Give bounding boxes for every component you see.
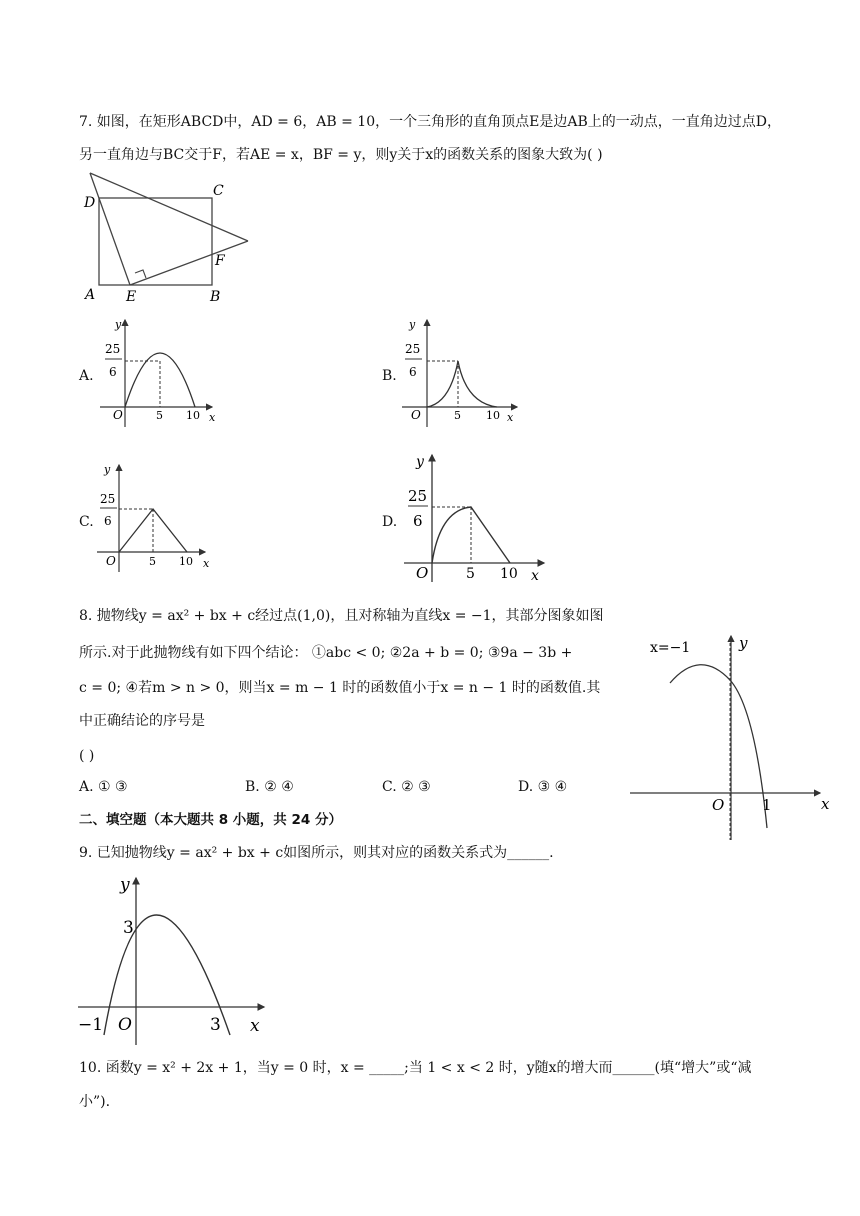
- q7-option-c-graph: [97, 460, 222, 575]
- x-tick-10: 10: [179, 555, 193, 568]
- q8-text-line5: ( ): [79, 748, 95, 764]
- axis-of-symmetry-label: x=−1: [650, 640, 691, 656]
- q9-parabola-graph: [78, 870, 268, 1045]
- q9-text: 9. 已知抛物线y = ax² + bx + c如图所示，则其对应的函数关系式为______.: [79, 845, 554, 861]
- xaxis-label: x: [209, 411, 216, 424]
- q7-option-d-label[interactable]: D.: [382, 514, 398, 530]
- q8-choice-a[interactable]: A. ① ③: [79, 779, 128, 795]
- yaxis-label: y: [409, 318, 416, 331]
- q10-text-line2: 小”).: [79, 1094, 111, 1110]
- section-fill-in-heading: 二、填空题（本大题共 8 小题，共 24 分）: [79, 812, 342, 828]
- origin-label: O: [106, 554, 116, 568]
- xaxis-label: x: [507, 411, 514, 424]
- yaxis-label: y: [115, 318, 122, 331]
- q10-text-line1: 10. 函数y = x² + 2x + 1，当y = 0 时，x = _____;当 1 < x < 2 时，y随x的增大而______(填“增大”或“减: [79, 1060, 752, 1076]
- yaxis-label: y: [120, 875, 130, 895]
- xaxis-label: x: [531, 568, 539, 584]
- y-tick-3: 3: [123, 918, 134, 938]
- q7-option-d-graph: [404, 450, 554, 585]
- label-b: B: [210, 289, 221, 305]
- label-d: D: [84, 195, 96, 211]
- x-tick-5: 5: [149, 555, 156, 568]
- y-numerator: 25: [100, 492, 116, 506]
- q8-choice-b[interactable]: B. ② ④: [245, 779, 294, 795]
- origin-label: O: [113, 408, 123, 422]
- y-numerator: 25: [105, 342, 121, 356]
- y-denominator: 6: [109, 365, 117, 379]
- y-numerator: 25: [408, 487, 428, 505]
- label-f: F: [215, 253, 225, 269]
- x-tick-minus1: −1: [78, 1015, 104, 1035]
- yaxis-label: y: [739, 634, 748, 652]
- q7-option-c-label[interactable]: C.: [79, 514, 94, 530]
- origin-label: O: [411, 408, 421, 422]
- label-e: E: [126, 289, 137, 305]
- x-tick-10: 10: [486, 409, 500, 422]
- x-tick-5: 5: [466, 566, 475, 582]
- q8-text-line1: 8. 抛物线y = ax² + bx + c经过点(1,0)，且对称轴为直线x = −1，其部分图象如图: [79, 608, 604, 624]
- x-tick-3: 3: [210, 1015, 221, 1035]
- yaxis-label: y: [104, 463, 111, 476]
- origin-label: O: [712, 796, 725, 814]
- xaxis-label: x: [821, 795, 830, 813]
- x-tick-5: 5: [156, 409, 163, 422]
- q7-text-line1: 7. 如图，在矩形ABCD中，AD = 6，AB = 10，一个三角形的直角顶点E是边AB上的一动点，一直角边过点D，: [79, 114, 781, 130]
- q7-option-b-graph: [402, 315, 527, 430]
- x-tick-10: 10: [500, 566, 518, 582]
- q8-choice-d[interactable]: D. ③ ④: [518, 779, 568, 795]
- label-a: A: [85, 287, 96, 303]
- q7-option-b-label[interactable]: B.: [382, 368, 397, 384]
- q8-parabola-graph: [630, 628, 840, 843]
- q8-text-line4: 中正确结论的序号是: [79, 713, 205, 729]
- origin-label: O: [118, 1015, 132, 1035]
- label-c: C: [213, 183, 224, 199]
- y-denominator: 6: [413, 512, 423, 530]
- q7-rectangle-figure: [80, 165, 260, 305]
- y-denominator: 6: [104, 514, 112, 528]
- q8-text-line3: c = 0; ④若m > n > 0，则当x = m − 1 时的函数值小于x = n − 1 时的函数值.其: [79, 680, 601, 696]
- q7-option-a-graph: [100, 315, 225, 430]
- q8-choice-c[interactable]: C. ② ③: [382, 779, 431, 795]
- q8-text-line2: 所示.对于此抛物线有如下四个结论： ①abc < 0; ②2a + b = 0; ③9a − 3b +: [79, 645, 573, 661]
- q7-option-a-label[interactable]: A.: [79, 368, 94, 384]
- xaxis-label: x: [203, 557, 210, 570]
- x-tick-10: 10: [186, 409, 200, 422]
- x-tick-5: 5: [454, 409, 461, 422]
- yaxis-label: y: [416, 454, 424, 470]
- q7-text-line2: 另一直角边与BC交于F，若AE = x，BF = y，则y关于x的函数关系的图象大致为( ): [79, 147, 603, 163]
- y-denominator: 6: [409, 365, 417, 379]
- origin-label: O: [416, 564, 429, 582]
- xaxis-label: x: [250, 1016, 260, 1036]
- x-tick-1: 1: [762, 796, 772, 814]
- y-numerator: 25: [405, 342, 421, 356]
